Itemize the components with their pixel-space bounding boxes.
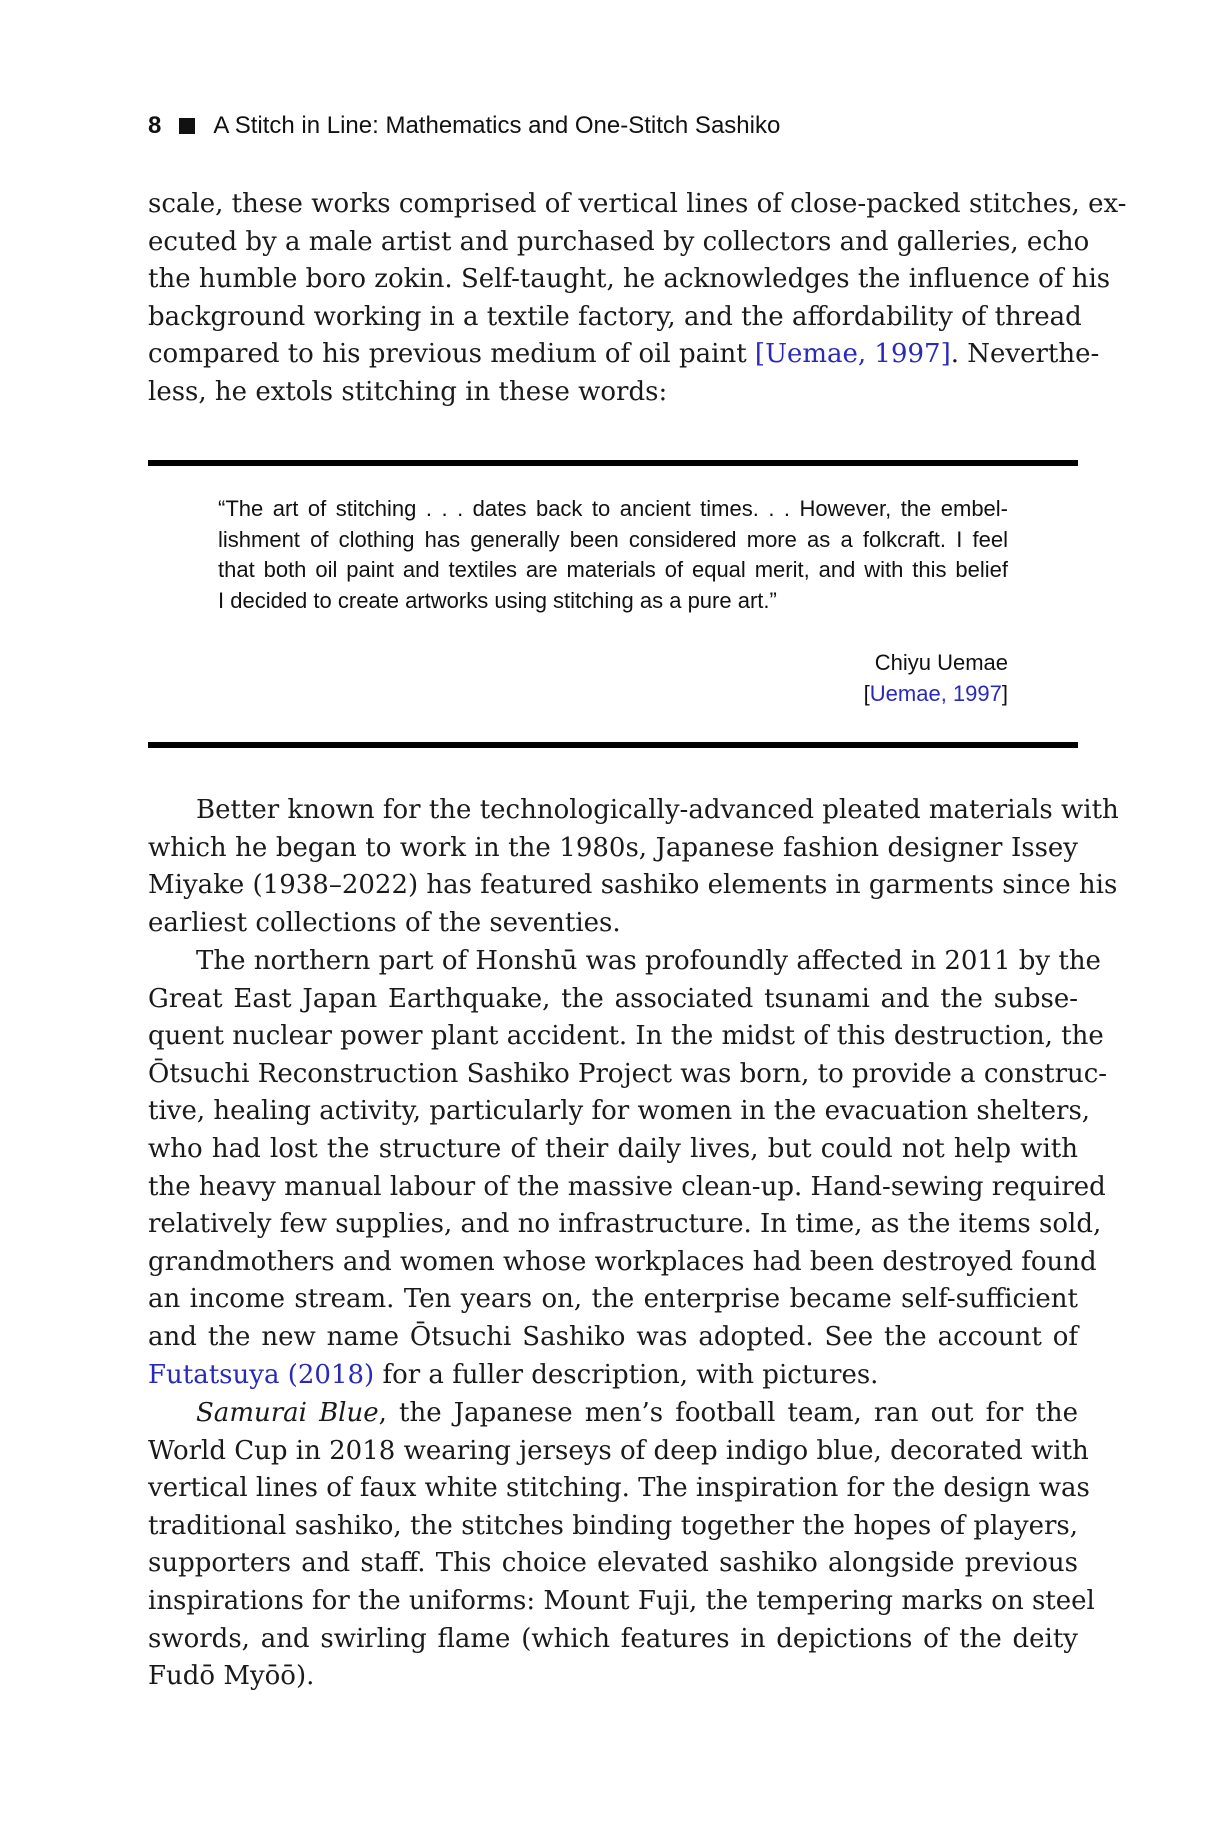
text-line: ecuted by a male artist and purchased by collectors and galleries, echo: [148, 226, 1090, 257]
block-quote: [218, 494, 1008, 616]
text-line: World Cup in 2018 wearing jerseys of deep indigo blue, decorated with: [148, 1435, 1089, 1466]
running-title: A Stitch in Line: Mathematics and One-Stitch Sashiko: [213, 112, 781, 139]
quote-author: Chiyu Uemae: [874, 650, 1008, 675]
text-line: Better known for the technologically-advanced pleated materials with: [196, 795, 1119, 825]
page-number: 8: [148, 112, 162, 139]
text-line: swords, and swirling flame (which features in depictions of the deity: [148, 1623, 1078, 1654]
text-line: and the new name Ōtsuchi Sashiko was adopted. See the account of: [148, 1321, 1078, 1352]
text-line: which he began to work in the 1980s, Japanese fashion designer Issey: [148, 832, 1078, 863]
quote-attribution: [608, 647, 1008, 709]
quote-reference: [608, 678, 1008, 709]
text-line: Miyake (1938–2022) has featured sashiko elements in garments since his: [148, 870, 1118, 901]
team-name: Samurai Blue: [196, 1398, 379, 1428]
running-header: [148, 110, 780, 142]
text-line: the heavy manual labour of the massive clean-up. Hand-sewing required: [148, 1171, 1106, 1202]
text-span: compared to his previous medium of oil paint: [148, 339, 755, 370]
text-line: inspirations for the uniforms: Mount Fuji, the tempering marks on steel: [148, 1585, 1095, 1616]
text-line: an income stream. Ten years on, the enterprise became self-sufficient: [148, 1284, 1078, 1315]
text-line: grandmothers and women whose workplaces had been destroyed found: [148, 1246, 1097, 1277]
paragraph-continued: [148, 186, 1127, 412]
text-span: . Neverthe-: [950, 339, 1100, 370]
text-line: the humble boro zokin. Self-taught, he acknowledges the influence of his: [148, 264, 1111, 295]
paragraph-samurai-blue: [148, 1395, 1095, 1696]
quote-line: lishment of clothing has generally been considered more as a folkcraft. I feel: [218, 526, 1008, 552]
text-line: The northern part of Honshū was profoundly affected in 2011 by the: [196, 946, 1101, 976]
text-line: Ōtsuchi Reconstruction Sashiko Project was born, to provide a construc-: [148, 1058, 1108, 1089]
paragraph-otsuchi: [148, 943, 1108, 1394]
text-line: relatively few supplies, and no infrastructure. In time, as the items sold,: [148, 1209, 1102, 1240]
text-line: [148, 1357, 1078, 1395]
paragraph-miyake: [148, 792, 1119, 942]
text-line: background working in a textile factory, and the affordability of thread: [148, 301, 1082, 332]
text-line: [148, 1395, 1078, 1433]
text-span: for a fuller description, with pictures.: [374, 1359, 879, 1390]
quote-line: “The art of stitching . . . dates back to ancient times. . . However, the embel-: [218, 496, 1008, 521]
text-line: vertical lines of faux white stitching. The inspiration for the design was: [148, 1473, 1090, 1504]
text-line: Great East Japan Earthquake, the associated tsunami and the subse-: [148, 983, 1078, 1014]
text-line: [148, 336, 1100, 374]
citation-link[interactable]: Uemae, 1997: [869, 681, 1002, 706]
text-line: who had lost the structure of their daily lives, but could not help with: [148, 1133, 1078, 1164]
quote-top-rule: [148, 460, 1078, 466]
bracket: [: [863, 681, 870, 706]
bracket: ]: [1001, 681, 1008, 706]
text-line: less, he extols stitching in these words:: [148, 376, 668, 407]
text-line: traditional sashiko, the stitches binding together the hopes of players,: [148, 1510, 1078, 1541]
text-line: scale, these works comprised of vertical lines of close-packed stitches, ex-: [148, 189, 1127, 219]
quote-line: that both oil paint and textiles are materials of equal merit, and with this belief: [218, 557, 1008, 582]
citation-link[interactable]: [Uemae, 1997]: [754, 339, 951, 370]
text-line: tive, healing activity, particularly for women in the evacuation shelters,: [148, 1096, 1091, 1127]
quote-bottom-rule: [148, 742, 1078, 748]
text-line: Fudō Myōō).: [148, 1661, 315, 1692]
text-line: supporters and staff. This choice elevated sashiko alongside previous: [148, 1548, 1078, 1579]
text-line: earliest collections of the seventies.: [148, 907, 621, 938]
text-span: , the Japanese men’s football team, ran out for the: [378, 1398, 1078, 1428]
quote-line: I decided to create artworks using stitching as a pure art.”: [218, 587, 777, 613]
citation-link[interactable]: Futatsuya (2018): [148, 1359, 375, 1390]
text-line: quent nuclear power plant accident. In the midst of this destruction, the: [148, 1021, 1104, 1052]
square-bullet-icon: [179, 118, 195, 134]
